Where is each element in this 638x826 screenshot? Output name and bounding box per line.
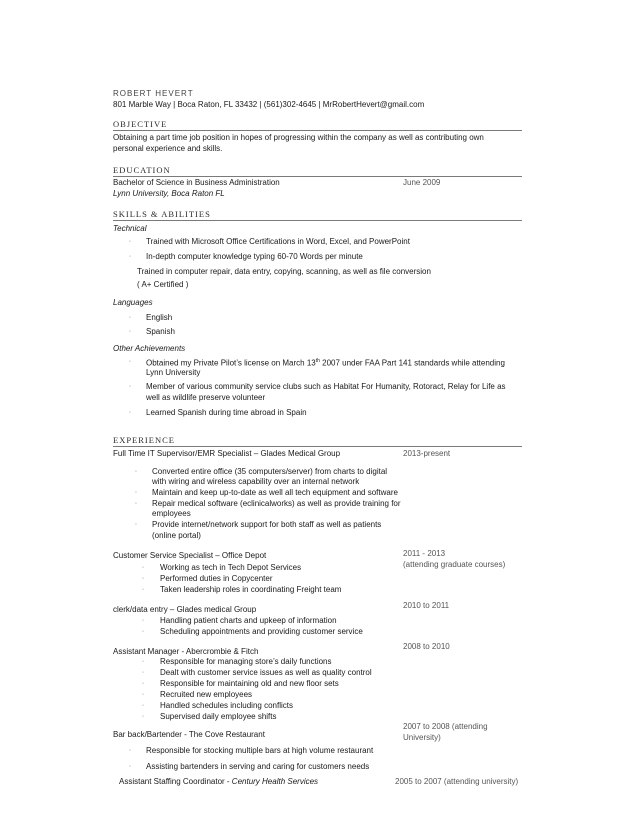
bullet-icon: ◦ — [142, 576, 145, 582]
job-bullet: Recruited new employees — [160, 690, 253, 699]
job-date: 2005 to 2007 (attending university) — [395, 777, 519, 786]
job-bullet-cont: employees — [152, 509, 191, 518]
job-title: Bar back/Bartender - The Cove Restaurant — [113, 730, 265, 739]
technical-item-2: In-depth computer knowledge typing 60-70 Words per minute — [146, 252, 363, 261]
job-bullet: Assisting bartenders in serving and caring for customers needs — [146, 762, 370, 771]
achievement-item-2-cont: well as wildlife preserve volunteer — [146, 393, 266, 402]
job-date: 2013-present — [403, 449, 451, 458]
technical-extra-2: ( A+ Certified ) — [137, 280, 189, 289]
bullet-icon: ◦ — [135, 522, 138, 528]
job-bullet: Maintain and keep up-to-date as well all tech equipment and software — [152, 488, 398, 497]
language-item: English — [146, 313, 173, 322]
job-title: clerk/data entry – Glades medical Group — [113, 605, 257, 614]
bullet-icon: ◦ — [135, 469, 138, 475]
objective-text-2: personal experience and skills. — [113, 144, 223, 153]
bullet-icon: ◦ — [135, 501, 138, 507]
job-title-company: Century Health Services — [231, 777, 319, 786]
job-bullet: Taken leadership roles in coordinating Freight team — [160, 585, 342, 594]
job-title — [119, 776, 318, 787]
job-bullet: Provide internet/network support for both staff as well as patients — [152, 520, 382, 529]
ordinal-suffix: th — [315, 358, 320, 364]
bullet-icon: ◦ — [129, 329, 132, 335]
job-date: 2008 to 2010 — [403, 642, 450, 651]
bullet-icon: ◦ — [142, 681, 145, 687]
achievement-item-2: Member of various community service clubs such as Habitat For Humanity, Rotoract, Relay for Life as — [146, 382, 506, 391]
bullet-icon: ◦ — [129, 359, 132, 365]
experience-rule — [113, 446, 522, 447]
job-bullet: Working as tech in Tech Depot Services — [160, 563, 302, 572]
job-title: Assistant Manager - Abercrombie & Fitch — [113, 647, 259, 656]
objective-rule — [113, 130, 522, 131]
resume-name: ROBERT HEVERT — [113, 89, 194, 98]
job-bullet: Dealt with customer service issues as well as quality control — [160, 668, 372, 677]
job-bullet: Responsible for maintaining old and new floor sets — [160, 679, 339, 688]
job-bullet: Responsible for managing store’s daily functions — [160, 657, 332, 666]
job-bullet: Scheduling appointments and providing customer service — [160, 627, 363, 636]
education-heading: EDUCATION — [113, 165, 171, 175]
job-bullet-cont: with wiring and wireless capability over an internal network — [152, 477, 360, 486]
job-date-note: University) — [403, 733, 441, 742]
bullet-icon: ◦ — [129, 748, 132, 754]
experience-heading: EXPERIENCE — [113, 435, 175, 445]
skills-rule — [113, 220, 522, 221]
education-school: Lynn University, Boca Raton FL — [113, 189, 225, 198]
bullet-icon: ◦ — [142, 565, 145, 571]
technical-item-1: Trained with Microsoft Office Certifications in Word, Excel, and PowerPoint — [146, 237, 410, 246]
other-achievements-label: Other Achievements — [113, 344, 186, 353]
job-title-role: Assistant Staffing Coordinator - — [119, 777, 232, 786]
job-date: 2011 - 2013 — [403, 549, 446, 558]
job-date: 2007 to 2008 (attending — [403, 722, 488, 731]
bullet-icon: ◦ — [135, 490, 138, 496]
bullet-icon: ◦ — [142, 587, 145, 593]
bullet-icon: ◦ — [129, 315, 132, 321]
achievement-item-3: Learned Spanish during time abroad in Spain — [146, 408, 307, 417]
bullet-icon: ◦ — [142, 618, 145, 624]
bullet-icon: ◦ — [129, 239, 132, 245]
job-date-note: (attending graduate courses) — [403, 560, 506, 569]
job-bullet: Handling patient charts and upkeep of information — [160, 616, 337, 625]
bullet-icon: ◦ — [142, 692, 145, 698]
job-date: 2010 to 2011 — [403, 601, 450, 610]
bullet-icon: ◦ — [142, 629, 145, 635]
technical-label: Technical — [113, 224, 147, 233]
education-date: June 2009 — [403, 178, 441, 187]
bullet-icon: ◦ — [142, 659, 145, 665]
skills-heading: SKILLS & ABILITIES — [113, 209, 211, 219]
bullet-icon: ◦ — [142, 703, 145, 709]
job-bullet: Repair medical software (eclinicalworks) as well as provide training for — [152, 499, 401, 508]
job-bullet: Supervised daily employee shifts — [160, 712, 277, 721]
bullet-icon: ◦ — [129, 410, 132, 416]
language-item: Spanish — [146, 327, 175, 336]
bullet-icon: ◦ — [129, 384, 132, 390]
job-title: Full Time IT Supervisor/EMR Specialist – Glades Medical Group — [113, 449, 341, 458]
technical-extra-1: Trained in computer repair, data entry, copying, scanning, as well as file conversion — [137, 267, 431, 276]
objective-heading: OBJECTIVE — [113, 119, 168, 129]
languages-label: Languages — [113, 298, 153, 307]
job-bullet: Handled schedules including conflicts — [160, 701, 293, 710]
bullet-icon: ◦ — [129, 764, 132, 770]
education-degree: Bachelor of Science in Business Administration — [113, 178, 280, 187]
job-title: Customer Service Specialist – Office Depot — [113, 551, 267, 560]
bullet-icon: ◦ — [129, 254, 132, 260]
bullet-icon: ◦ — [142, 714, 145, 720]
objective-text-1: Obtaining a part time job position in hopes of progressing within the company as well as contributing own — [113, 133, 484, 142]
job-bullet: Converted entire office (35 computers/server) from charts to digital — [152, 467, 388, 476]
job-bullet-cont: (online portal) — [152, 531, 201, 540]
achievement-item-1-cont: Lynn University — [146, 368, 201, 377]
job-bullet: Performed duties in Copycenter — [160, 574, 273, 583]
contact-line: 801 Marble Way | Boca Raton, FL 33432 | (561)302-4645 | MrRobertHevert@gmail.com — [113, 100, 425, 109]
bullet-icon: ◦ — [142, 670, 145, 676]
job-bullet: Responsible for stocking multiple bars at high volume restaurant — [146, 746, 374, 755]
achievement-text: 2007 under FAA Part 141 standards while attending — [319, 358, 505, 368]
achievement-text: Obtained my Private Pilot’s license on March 13 — [146, 358, 316, 368]
